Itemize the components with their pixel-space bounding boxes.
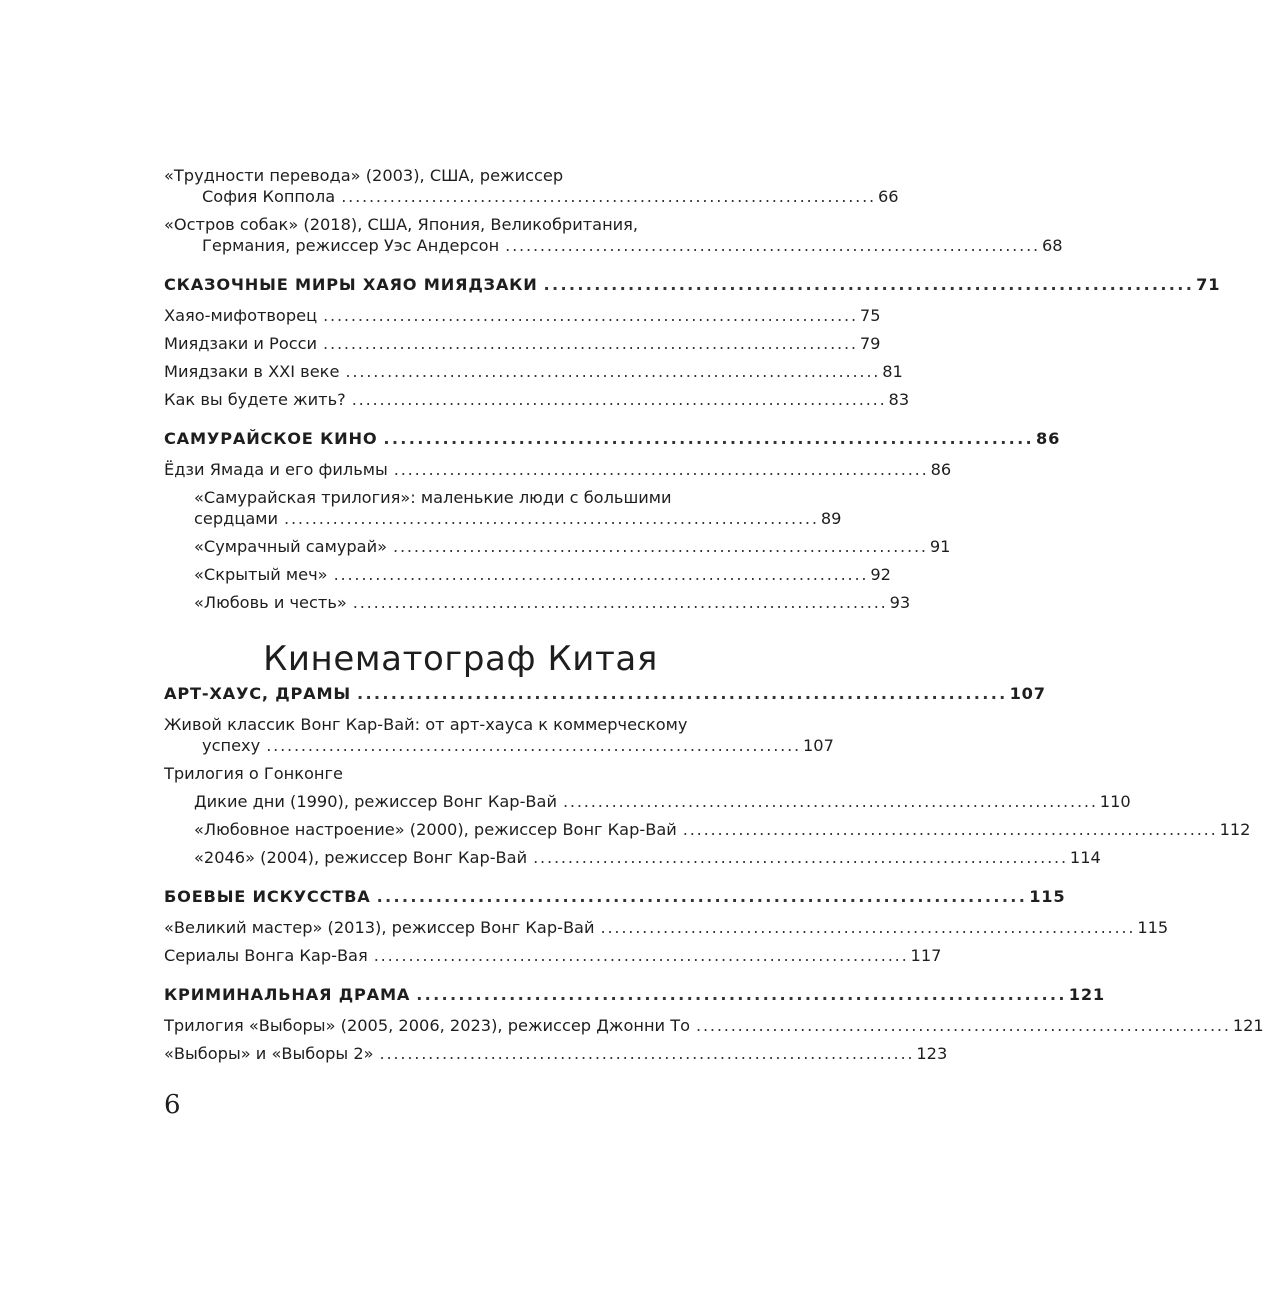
entry-page-number: 93 xyxy=(889,593,911,612)
entry-title: «Сумрачный самурай» xyxy=(194,537,388,556)
section-title: СКАЗОЧНЫЕ МИРЫ ХАЯО МИЯДЗАКИ xyxy=(164,275,538,294)
leader-dots: ............................................................................. xyxy=(600,918,1136,937)
leader-dots: ............................................................................. xyxy=(393,537,928,556)
toc-entry[interactable] xyxy=(164,487,842,529)
toc-entry[interactable] xyxy=(164,536,951,557)
toc-entry[interactable] xyxy=(164,361,903,382)
toc-entry[interactable] xyxy=(164,1015,1264,1036)
entry-page-number: 79 xyxy=(859,334,881,353)
leader-dots: ............................................................................. xyxy=(393,460,929,479)
entry-page-number: 89 xyxy=(820,509,842,528)
leader-dots: ............................................................................. xyxy=(682,820,1218,839)
entry-page-number: 86 xyxy=(930,460,952,479)
leader-dots: ............................................................................. xyxy=(266,736,801,755)
toc-entry[interactable] xyxy=(164,714,834,756)
entry-title-line2: София Коппола xyxy=(202,187,336,206)
entry-title: «Любовь и честь» xyxy=(194,593,347,612)
entry-page-number: 121 xyxy=(1068,985,1105,1004)
entry-title-line1: Живой классик Вонг Кар-Вай: от арт-хауса к коммерческому xyxy=(164,715,688,734)
toc-section[interactable] xyxy=(164,428,1061,449)
toc-entry[interactable] xyxy=(164,917,1169,938)
leader-dots: ............................................................................. xyxy=(352,593,888,612)
toc-section[interactable] xyxy=(164,274,1221,295)
table-of-contents xyxy=(164,160,1264,1064)
entry-page-number: 66 xyxy=(878,187,899,206)
leader-dots: ............................................................................. xyxy=(323,306,858,325)
entry-page-number: 115 xyxy=(1029,887,1066,906)
entry-title: Миядзаки в XXI веке xyxy=(164,362,340,381)
entry-page-number: 81 xyxy=(882,362,903,381)
entry-title: Сериалы Вонга Кар-Вая xyxy=(164,946,368,965)
entry-title-line1: «Остров собак» (2018), США, Япония, Великобритания, xyxy=(164,215,639,234)
entry-title-line2: успеху xyxy=(202,736,261,755)
page-number: 6 xyxy=(164,1090,181,1120)
section-title: САМУРАЙСКОЕ КИНО xyxy=(164,429,378,448)
entry-page-number: 112 xyxy=(1219,820,1251,839)
entry-title: Трилогия «Выборы» (2005, 2006, 2023), режиссер Джонни То xyxy=(164,1016,690,1035)
section-title: АРТ-ХАУС, ДРАМЫ xyxy=(164,684,351,703)
entry-page-number: 92 xyxy=(870,565,891,584)
entry-page-number: 68 xyxy=(1041,236,1063,255)
leader-dots: ............................................................................. xyxy=(383,429,1034,448)
toc-entry[interactable] xyxy=(164,847,1101,868)
toc-entry[interactable] xyxy=(164,459,952,480)
entry-title: Ёдзи Ямада и его фильмы xyxy=(164,460,388,479)
entry-title: Хаяо-мифотворец xyxy=(164,306,318,325)
toc-section[interactable] xyxy=(164,886,1066,907)
toc-list-top xyxy=(164,165,1221,613)
entry-title: «Великий мастер» (2013), режиссер Вонг Кар-Вай xyxy=(164,918,595,937)
leader-dots: ............................................................................. xyxy=(379,1044,915,1063)
entry-page-number: 83 xyxy=(888,390,910,409)
entry-page-number: 91 xyxy=(929,537,951,556)
entry-title: Дикие дни (1990), режиссер Вонг Кар-Вай xyxy=(194,792,557,811)
toc-entry[interactable] xyxy=(164,389,910,410)
entry-page-number: 75 xyxy=(859,306,881,325)
entry-title-line2: сердцами xyxy=(194,509,278,528)
entry-page-number: 121 xyxy=(1232,1016,1264,1035)
leader-dots: ............................................................................. xyxy=(341,187,876,206)
leader-dots: ............................................................................. xyxy=(345,362,881,381)
toc-section[interactable] xyxy=(164,683,1046,704)
toc-entry[interactable] xyxy=(164,1043,948,1064)
toc-entry[interactable] xyxy=(164,592,911,613)
entry-title: «Любовное настроение» (2000), режиссер Вонг Кар-Вай xyxy=(194,820,677,839)
leader-dots: ............................................................................. xyxy=(543,275,1195,294)
toc-entry[interactable] xyxy=(164,791,1131,812)
toc-entry[interactable] xyxy=(164,819,1251,840)
leader-dots: ............................................................................. xyxy=(284,509,819,528)
entry-title: Как вы будете жить? xyxy=(164,390,346,409)
toc-entry[interactable] xyxy=(164,763,757,784)
leader-dots: ............................................................................. xyxy=(357,684,1008,703)
entry-page-number: 117 xyxy=(910,946,942,965)
toc-entry[interactable] xyxy=(164,564,891,585)
entry-title-line1: «Самурайская трилогия»: маленькие люди с большими xyxy=(194,488,672,507)
section-title: БОЕВЫЕ ИСКУССТВА xyxy=(164,887,371,906)
leader-dots: ............................................................................. xyxy=(333,565,869,584)
chapter-heading: Кинематограф Китая xyxy=(263,639,658,679)
entry-title: «2046» (2004), режиссер Вонг Кар-Вай xyxy=(194,848,528,867)
entry-title: Миядзаки и Росси xyxy=(164,334,318,353)
leader-dots: ............................................................................. xyxy=(505,236,1040,255)
leader-dots: ............................................................................. xyxy=(323,334,858,353)
entry-title-line1: «Трудности перевода» (2003), США, режиссер xyxy=(164,166,564,185)
entry-title: «Скрытый меч» xyxy=(194,565,328,584)
leader-dots: ............................................................................. xyxy=(562,792,1098,811)
leader-dots: ............................................................................. xyxy=(373,946,909,965)
toc-list-bottom xyxy=(164,683,1264,1064)
entry-page-number: 114 xyxy=(1069,848,1101,867)
entry-title: Трилогия о Гонконге xyxy=(164,764,343,783)
entry-page-number: 123 xyxy=(916,1044,948,1063)
entry-page-number: 86 xyxy=(1036,429,1061,448)
toc-entry[interactable] xyxy=(164,165,899,207)
toc-entry[interactable] xyxy=(164,945,942,966)
leader-dots: ............................................................................. xyxy=(696,1016,1231,1035)
toc-section[interactable] xyxy=(164,984,1105,1005)
entry-page-number: 115 xyxy=(1137,918,1169,937)
section-title: КРИМИНАЛЬНАЯ ДРАМА xyxy=(164,985,411,1004)
entry-page-number: 107 xyxy=(803,736,834,755)
leader-dots: ............................................................................. xyxy=(376,887,1028,906)
toc-entry[interactable] xyxy=(164,305,881,326)
entry-title-line2: Германия, режиссер Уэс Андерсон xyxy=(202,236,500,255)
toc-entry[interactable] xyxy=(164,333,881,354)
leader-dots: ............................................................................. xyxy=(416,985,1067,1004)
toc-entry[interactable] xyxy=(164,214,1063,256)
entry-page-number: 110 xyxy=(1099,792,1131,811)
leader-dots: ............................................................................. xyxy=(351,390,887,409)
leader-dots: ............................................................................. xyxy=(533,848,1068,867)
entry-page-number: 71 xyxy=(1196,275,1221,294)
entry-page-number: 107 xyxy=(1009,684,1046,703)
entry-title: «Выборы» и «Выборы 2» xyxy=(164,1044,374,1063)
